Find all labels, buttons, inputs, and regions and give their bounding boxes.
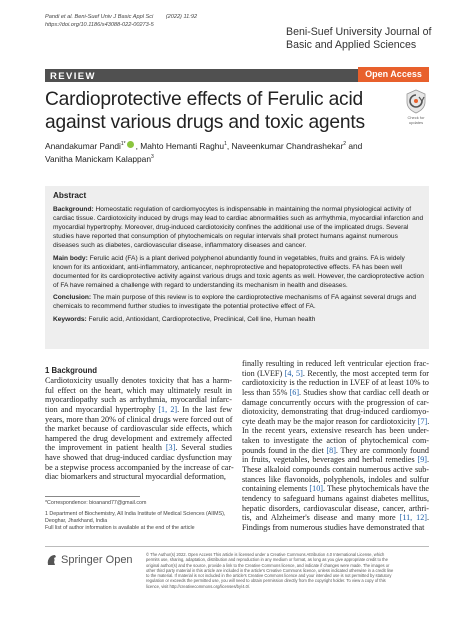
body-text-line: less than 55% [6]. Studies show that cardiac cell death or xyxy=(242,387,429,397)
body-text-line: These alkaloid compounds contain numerous active sub- xyxy=(242,465,429,475)
author-conjunction: and xyxy=(346,140,363,151)
check-for-updates-icon[interactable] xyxy=(404,88,428,114)
journal-name xyxy=(286,26,466,52)
citation-link[interactable]: [4, 5] xyxy=(284,368,303,378)
body-text-line: stances like flavonoids, polyphenols, indoles and sulfur xyxy=(242,474,429,484)
body-text-line: damage concurrently occurs with the progression of car- xyxy=(242,397,429,407)
citation-link[interactable]: [7] xyxy=(417,416,428,426)
abstract-main-body xyxy=(53,254,425,290)
body-text-line: ful effect on the heart, which may ultimately result in xyxy=(45,385,232,395)
license-line: to the material. If material is not included in the article's Creative Commons licence and your intended use is not permitted by statutory xyxy=(146,573,392,579)
body-text-line: years, more than 20% of clinical drugs were forced out of xyxy=(45,414,233,424)
body-text-line: cyte death may be the major reason for cardiotoxicity [7]. xyxy=(242,416,430,426)
conclusion-text: The main purpose of this review is to explore the cardioprotective mechanisms of FA against several drugs and chemicals to recommend further studies to investigate the potential protective effect of FA. xyxy=(53,294,417,310)
conclusion-label: Conclusion: xyxy=(53,294,92,301)
author-name[interactable]: , Naveenkumar Chandrashekar xyxy=(226,140,344,151)
footer-divider xyxy=(45,546,429,547)
body-text-line: taken to investigate the action of phytochemical com- xyxy=(242,436,429,446)
body-text-line: tis, and Alzheimer's disease and many more [11, 12]. xyxy=(242,513,429,523)
title-line1: Cardioprotective effects of Ferulic acid xyxy=(45,89,363,110)
body-text-line: In the recent years, extensive research has been under- xyxy=(242,426,429,436)
keywords-label: Keywords: xyxy=(53,315,87,323)
doi-link[interactable]: https://doi.org/10.1186/s43088-022-00273-5 xyxy=(45,21,154,28)
citation-link[interactable]: [11, 12] xyxy=(399,513,427,523)
affiliation-line: Deoghar, Jharkhand, India xyxy=(45,518,108,524)
citation-link[interactable]: [6] xyxy=(289,387,300,397)
title-line2: against various drugs and toxic agents xyxy=(45,111,365,133)
license-line: permits use, sharing, adaptation, distribution and reproduction in any medium or format, as long as you give appropriate credit to the xyxy=(146,557,388,563)
body-column-left xyxy=(45,376,232,482)
author-affiliation-mark: 1 xyxy=(224,141,227,147)
license-line: original author(s) and the source, provide a link to the Creative Commons licence, and indicate if changes were made. The images or xyxy=(146,562,390,568)
citation-link[interactable]: [1, 2] xyxy=(158,404,178,414)
publisher-name-part2: Open xyxy=(105,554,133,566)
abstract-keywords xyxy=(53,315,425,324)
body-text-line: tendency to safeguard humans against diabetes mellitus, xyxy=(242,493,429,503)
citation-link[interactable]: [3] xyxy=(165,443,176,453)
author-name[interactable]: Anandakumar Pandi xyxy=(45,140,121,151)
body-text-line: pounds found in the diet [8]. They are commonly found xyxy=(242,445,429,455)
citation: Pandi et al. Beni-Suef Univ J Basic Appl Sci xyxy=(45,14,154,20)
article-meta xyxy=(45,14,197,29)
license-line: other third party material in this article are included in the article's Creative Commons licence, unless indicated otherwise in a credit line xyxy=(146,567,394,573)
body-text-line: tion and myocardial hypertrophy [1, 2]. In the last few xyxy=(45,404,232,414)
body-text-line: hampered the drug development and extremely affected xyxy=(45,433,232,443)
check-for-updates-label[interactable] xyxy=(396,115,436,125)
author-affiliation-mark: 2 xyxy=(343,141,347,147)
license-text xyxy=(146,552,431,589)
citation-link[interactable]: [8] xyxy=(326,445,336,455)
main-body-text: Ferulic acid (FA) is a plant derived polyphenol abundantly found in vegetables, fruits and grains. FA is widely known for its antioxidant, anti-inflammatory, anticancer, nephroprotective and hepatoprotective effects. FA has been well documented for its cardioprotective activity against various drugs and toxic agents as well. However, the cardioprotective action of FA have remained a challenge with regard to understanding its mechanism in health and diseases. xyxy=(53,254,424,289)
footnote-divider xyxy=(45,496,140,497)
body-text-line: in fruits, vegetables, beverages and herbal remedies [9]. xyxy=(242,455,429,465)
body-text-line: Findings from numerous studies have demonstrated that xyxy=(242,522,425,532)
author-info-note: Full list of author information is available at the end of the article xyxy=(45,525,195,531)
abstract-heading: Abstract xyxy=(53,191,87,200)
body-text-line: diotoxicity, demonstrating that drug-induced cardiomyo- xyxy=(242,407,429,417)
publisher-name-part1: Springer xyxy=(61,554,103,566)
abstract-body xyxy=(53,205,425,327)
body-text-line: myocardiopathy such as arrhythmia, myocardial infarc- xyxy=(45,395,232,405)
citation-link[interactable]: [9] xyxy=(417,455,427,465)
article-title xyxy=(45,89,395,134)
body-text-line: diac biomarkers and structural myocardial deformation, xyxy=(45,472,226,482)
check-for-updates-line1: Check for xyxy=(407,115,425,120)
check-for-updates-line2: updates xyxy=(408,120,424,125)
license-line: licence, visit http://creativecommons.org/licenses/by/4.0/. xyxy=(146,583,251,589)
keywords-text: Ferulic acid, Antioxidant, Cardioprotective, Preclinical, Cell line, Human health xyxy=(86,315,316,323)
body-text-line: have showed that drug-induced cardiac dysfunction may xyxy=(45,453,232,463)
author-name[interactable]: Vanitha Manickam Kalappan xyxy=(45,154,151,165)
body-text-line: be a stepwise process accompanied by the increase of car- xyxy=(45,462,234,472)
main-body-label: Main body: xyxy=(53,254,88,262)
body-column-right xyxy=(242,359,429,533)
abstract-background xyxy=(53,205,425,250)
article-type-label: REVIEW xyxy=(50,70,96,82)
section-heading: 1 Background xyxy=(45,366,97,375)
author-list xyxy=(45,139,395,166)
author-affiliation-mark: 1* xyxy=(120,141,126,147)
body-text-line: the market because of cardiovascular side effects, which xyxy=(45,424,232,434)
background-label: Background: xyxy=(53,206,94,213)
body-text-line: containing elements [10]. These phytochemicals have the xyxy=(242,484,429,494)
journal-name-line1: Beni-Suef University Journal of xyxy=(286,26,432,38)
springer-open-logo xyxy=(45,553,140,567)
year-volume: (2022) 11:92 xyxy=(165,14,198,20)
citation-link[interactable]: [10] xyxy=(309,484,323,494)
body-text-line: cardiotoxicity is the reduction in LVEF of at least 10% to xyxy=(242,378,429,388)
body-text-line: hepatic disorders, cardiovascular disease, cancer, arthri- xyxy=(242,503,429,513)
author-affiliation-mark: 3 xyxy=(151,154,154,161)
body-text-line: Cardiotoxicity usually denotes toxicity that has a harm- xyxy=(45,376,232,385)
body-text-line: tion (LVEF) [4, 5]. Recently, the most accepted term for xyxy=(242,368,429,378)
journal-name-line2: Basic and Applied Sciences xyxy=(286,39,417,51)
affiliation-line: 1 Department of Biochemistry, All India Institute of Medical Sciences (AIIMS), xyxy=(45,511,226,517)
author-name[interactable]: , Mahto Hemanti Raghu xyxy=(135,140,225,151)
springer-horse-icon xyxy=(45,553,59,567)
abstract-conclusion xyxy=(53,293,425,311)
orcid-icon[interactable] xyxy=(127,141,134,148)
license-line: regulation or exceeds the permitted use, you will need to obtain permission directly from the copyright holder. To view a copy of this xyxy=(146,578,386,584)
background-text: Homeostatic regulation of cardiomyocytes is indispensable in maintaining the normal physiological activity of cardiac tissue. Cardiotoxicity induced by drugs may lead to cardiac abnormalities such as arrhythmia, myocardial infarction and myocardial hypertrophy. Moreover, drug-induced cardiotoxicity confines the additional use of the implicated drugs. Several studies have reported that consumption of phytochemicals on regular intervals shall protect humans against numerous diseases such as diabetes, cardiovascular disease, inflammatory diseases and cancer. xyxy=(53,206,424,249)
body-text-line: the improvement in patient health [3]. Several studies xyxy=(45,443,232,453)
correspondence-note[interactable]: *Correspondence: bioanand77@gmail.com xyxy=(45,500,147,506)
body-text-line: finally resulting in reduced left ventricular ejection frac- xyxy=(242,359,429,368)
publisher-name xyxy=(61,553,133,567)
license-line: © The Author(s) 2022. Open Access This article is licensed under a Creative Commons Attribution 4.0 International License, which xyxy=(146,552,385,557)
open-access-label: Open Access xyxy=(365,69,422,79)
